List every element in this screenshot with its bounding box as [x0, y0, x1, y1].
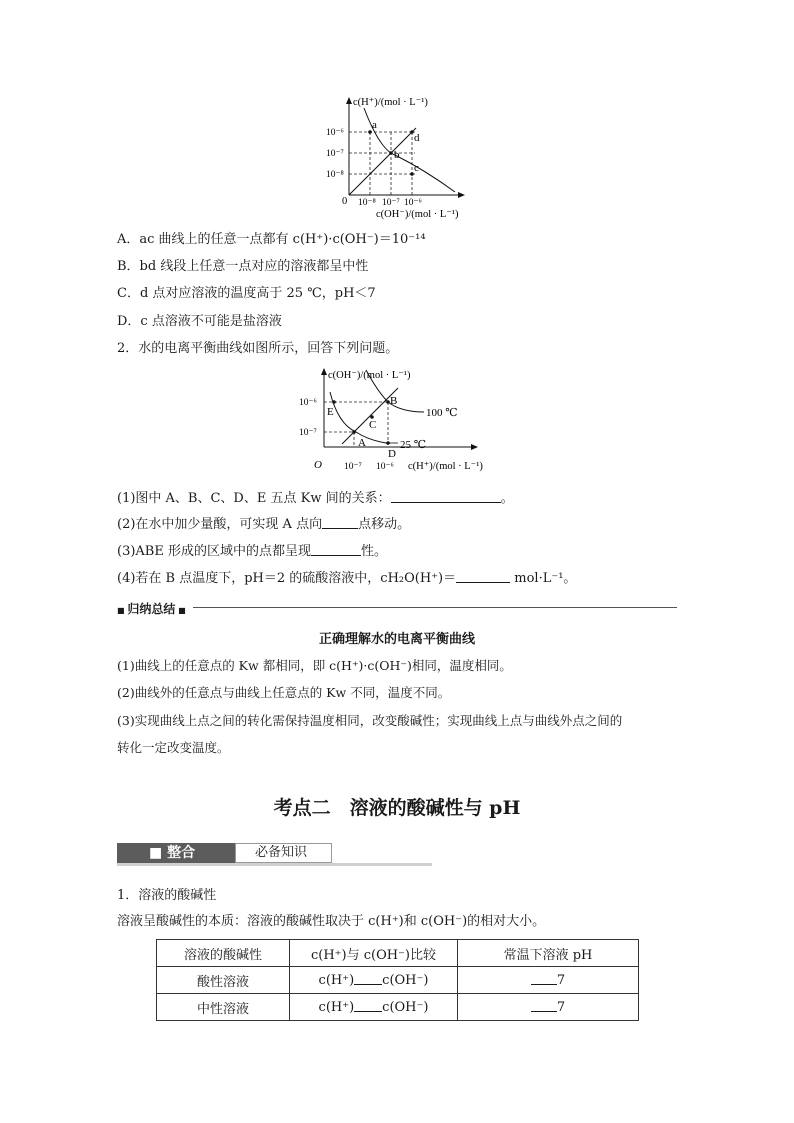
sub-question-1-text: (1)图中 A、B、C、D、E 五点 Kw 间的关系： [117, 491, 391, 506]
y-tick-1: 10⁻⁶ [326, 128, 344, 138]
answer-blank-2[interactable] [322, 516, 358, 529]
answer-blank-ph[interactable] [531, 999, 557, 1012]
answer-blank-4[interactable] [456, 570, 510, 583]
question-2-stem: 2．水的电离平衡曲线如图所示，回答下列问题。 [117, 341, 399, 356]
x-tick-3: 10⁻⁶ [404, 198, 422, 208]
x-tick-1: 10⁻⁷ [344, 462, 362, 472]
answer-blank-compare[interactable] [354, 999, 382, 1012]
diagonal-line [349, 128, 416, 195]
label-D: D [388, 448, 396, 460]
summary-header-label: ■ 归纳总结 ■ [117, 602, 186, 616]
knowledge-intro: 溶液呈酸碱性的本质：溶液的酸碱性取决于 c(H⁺)和 c(OH⁻)的相对大小。 [117, 914, 546, 929]
sub-question-3: (3)ABE 形成的区域中的点都呈现 性。 [117, 544, 387, 559]
curve-label-100c: 100 ℃ [426, 407, 458, 419]
table-cell-compare: c(H⁺) c(OH⁻) [290, 967, 458, 994]
knowledge-heading: 1．溶液的酸碱性 [117, 888, 217, 903]
sub-question-2: (2)在水中加少量酸，可实现 A 点向 点移动。 [117, 517, 411, 532]
table-cell-compare: c(H⁺) c(OH⁻) [290, 994, 458, 1021]
summary-line-3a: (3)实现曲线上点之间的转化需保持温度相同，改变酸碱性；实现曲线上点与曲线外点之间的 [117, 713, 623, 728]
table-row [157, 994, 639, 1021]
section-title: 考点二 溶液的酸碱性与 pH [273, 797, 521, 819]
y-tick-2: 10⁻⁷ [326, 149, 344, 159]
label-c: c [414, 162, 419, 174]
option-a: A．ac 曲线上的任意一点都有 c(H⁺)·c(OH⁻)＝10⁻¹⁴ [117, 232, 426, 247]
tab-shadow-bar [117, 863, 432, 866]
x-tick-1: 10⁻⁸ [358, 198, 376, 208]
tab-light-label: 必备知识 [255, 845, 308, 860]
table-cell-ph: 7 [458, 967, 639, 994]
sub-question-4: (4)若在 B 点温度下，pH＝2 的硫酸溶液中，cH₂O(H⁺)＝ mol·L⁻¹。 [117, 571, 577, 586]
point-D [386, 441, 390, 445]
label-E: E [327, 406, 334, 418]
summary-line-3b: 转化一定改变温度。 [117, 740, 230, 755]
answer-blank-3[interactable] [311, 543, 361, 556]
summary-header [117, 600, 677, 614]
point-b [389, 151, 393, 155]
table-cell-type: 酸性溶液 [157, 967, 290, 994]
label-d: d [414, 132, 420, 144]
label-C: C [369, 419, 377, 431]
y-tick-3: 10⁻⁸ [326, 170, 344, 180]
section-tab-bar [117, 843, 432, 867]
tab-dark-label: ■ 整合 [149, 845, 196, 861]
x-axis-label: c(H⁺)/(mol · L⁻¹) [408, 461, 483, 472]
summary-line-2: (2)曲线外的任意点与曲线上任意点的 Kw 不同，温度不同。 [117, 685, 451, 700]
option-b: B．bd 线段上任意一点对应的溶液都呈中性 [117, 259, 369, 274]
sub-question-1: (1)图中 A、B、C、D、E 五点 Kw 间的关系： 。 [117, 491, 514, 506]
y-tick-2: 10⁻⁷ [299, 428, 317, 438]
label-b: b [394, 149, 400, 161]
ac-curve [364, 108, 455, 192]
curve-25c [330, 392, 386, 443]
summary-header-rule [193, 607, 677, 608]
label-A: A [358, 437, 366, 449]
table-header: 常温下溶液 pH [458, 940, 639, 967]
x-tick-2: 10⁻⁶ [376, 462, 394, 472]
table-cell-ph: 7 [458, 994, 639, 1021]
origin-label: O [314, 459, 322, 471]
table-header-row [157, 940, 639, 967]
option-d: D．c 点溶液不可能是盐溶液 [117, 314, 282, 329]
y-tick-1: 10⁻⁶ [299, 398, 317, 408]
summary-line-1: (1)曲线上的任意点的 Kw 都相同，即 c(H⁺)·c(OH⁻)相同，温度相同。 [117, 658, 512, 673]
answer-blank-compare[interactable] [354, 972, 382, 985]
acidity-table [156, 939, 639, 1021]
point-E [332, 400, 336, 404]
graph-1 [320, 90, 480, 225]
label-B: B [390, 395, 398, 407]
table-header: c(H⁺)与 c(OH⁻)比较 [290, 940, 458, 967]
point-A [352, 430, 356, 434]
y-axis-label: c(H⁺)/(mol · L⁻¹) [353, 97, 428, 108]
curve-label-25c: 25 ℃ [400, 439, 427, 451]
answer-blank-1[interactable] [391, 490, 501, 503]
summary-title: 正确理解水的电离平衡曲线 [318, 632, 475, 647]
y-axis-label: c(OH⁻)/(mol · L⁻¹) [328, 370, 411, 381]
label-a: a [372, 119, 377, 131]
table-cell-type: 中性溶液 [157, 994, 290, 1021]
graph-2 [296, 362, 501, 476]
origin-label: 0 [342, 196, 348, 207]
x-axis-label: c(OH⁻)/(mol · L⁻¹) [376, 209, 459, 220]
answer-blank-ph[interactable] [531, 972, 557, 985]
x-tick-2: 10⁻⁷ [382, 198, 400, 208]
option-c: C．d 点对应溶液的温度高于 25 ℃，pH＜7 [117, 286, 376, 301]
table-row [157, 967, 639, 994]
table-header: 溶液的酸碱性 [157, 940, 290, 967]
